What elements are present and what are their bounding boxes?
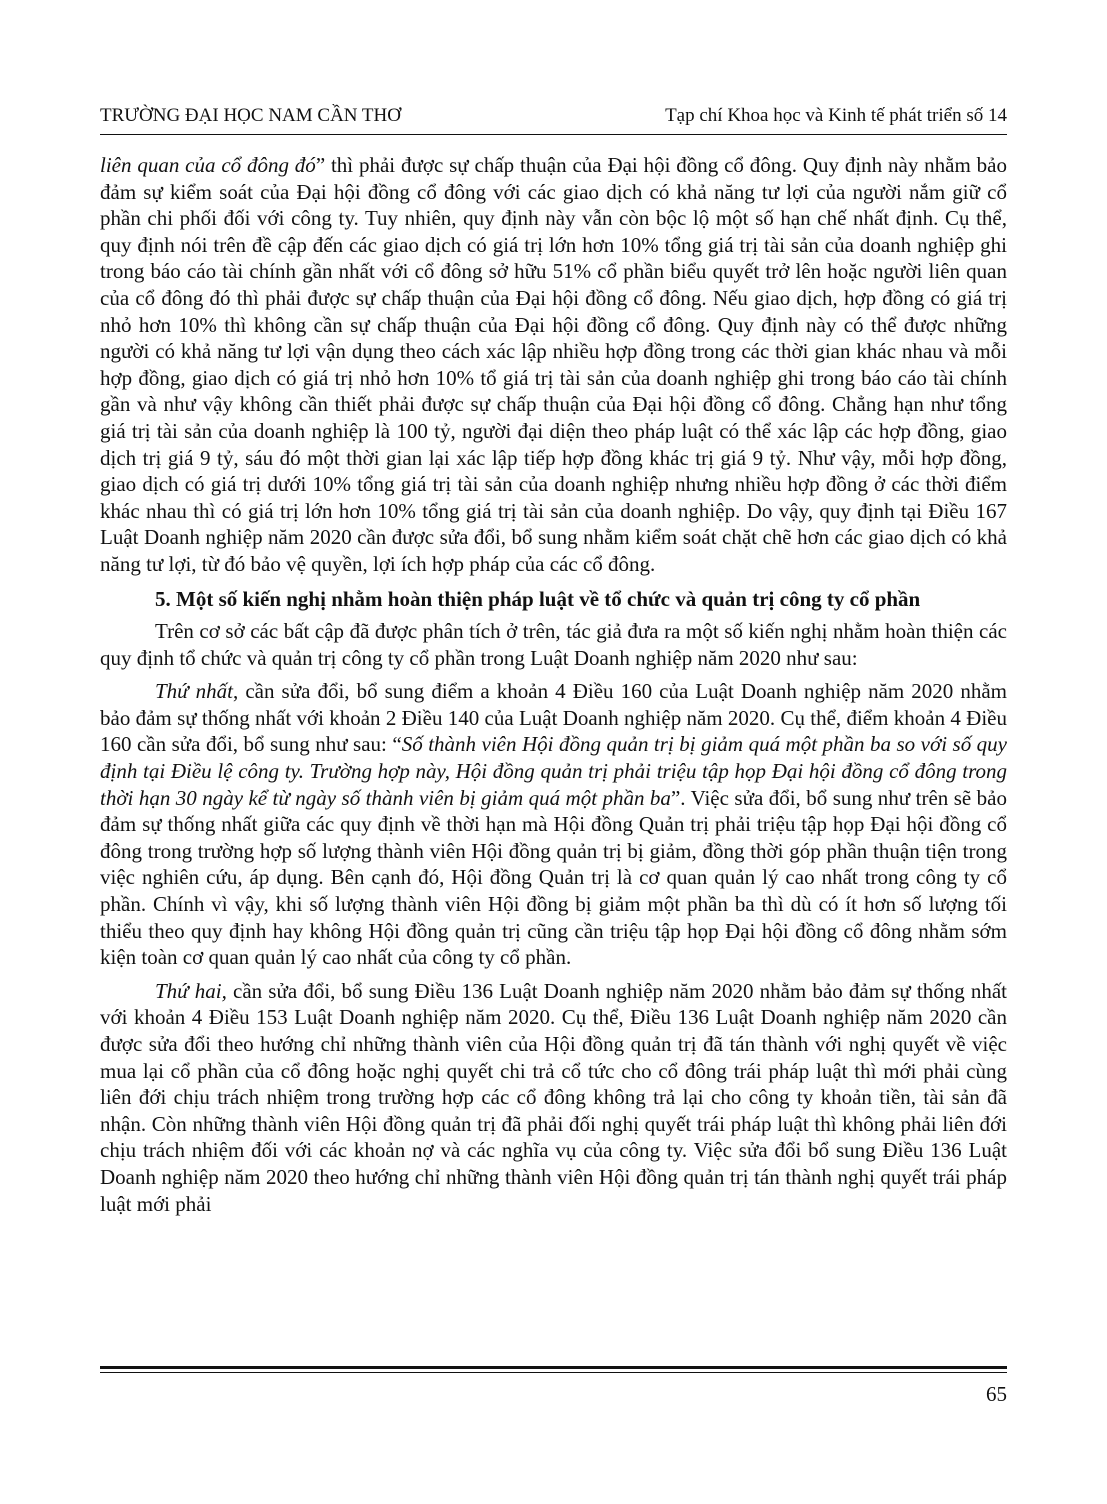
page-number: 65 [986, 1382, 1007, 1406]
paragraph-text: ”. Việc sửa đổi, bổ sung như trên sẽ bảo đảm sự thống nhất giữa các quy định về thời hạn mà Hội đồng Quản trị phải triệu tập họp Đại hội đồng cổ đông trong trường hợp số lượng thành viên Hội đồng quản trị bị giảm, đồng thời góp phần thuận tiện trong việc nghiên cứu, áp dụng. Bên cạnh đó, Hội đồng Quản trị là cơ quan quản lý cao nhất trong công ty cổ phần. Chính vì vậy, khi số lượng thành viên Hội đồng bị giảm một phần ba thì dù có ít hơn số lượng tối thiểu theo quy định hay không Hội đồng quản trị cũng cần triệu tập họp Đại hội đồng cổ đông nhằm sớm kiện toàn cơ quan quản lý cao nhất của công ty cổ phần. [100, 785, 1007, 970]
italic-lead: Thứ hai, [155, 978, 227, 1003]
paragraph-continuation [100, 152, 1007, 578]
italic-lead: Thứ nhất [155, 679, 234, 704]
paragraph-second-recommendation [100, 978, 1007, 1217]
paragraph-text: , cần sửa đổi, bổ sung điểm a khoản 4 Điều 160 của Luật Doanh nghiệp năm 2020 nhằm bảo đảm sự thống nhất với khoản 2 Điều 140 của Luật Doanh nghiệp năm 2020. Cụ thể, điểm khoản 4 Điều 160 cần sửa đổi, bổ sung như sau: “ [100, 679, 1008, 757]
italic-phrase: liên quan của cổ đông đó [100, 153, 316, 177]
paragraph-intro: Trên cơ sở các bất cập đã được phân tích ở trên, tác giả đưa ra một số kiến nghị nhằm hoàn thiện các quy định tổ chức và quản trị công ty cổ phần trong Luật Doanh nghiệp năm 2020 như sau: [100, 619, 1007, 670]
article-body [100, 152, 1007, 1217]
footer-rule-thick [100, 1366, 1007, 1369]
italic-quote: Số thành viên Hội đồng quản trị bị giảm quá một phần ba so với số quy định tại Điều lệ công ty. Trường hợp này, Hội đồng quản trị phải triệu tập họp Đại hội đồng cổ đông trong thời hạn 30 ngày kể từ ngày số thành viên bị giảm quá một phần ba [100, 732, 1007, 810]
footer-rule-thin [100, 1372, 1007, 1373]
paragraph-text: ” thì phải được sự chấp thuận của Đại hội đồng cổ đông. Quy định này nhằm bảo đảm sự kiểm soát của Đại hội đồng cổ đông với các giao dịch có khả năng tư lợi của người nắm giữ cổ phần chi phối đối với công ty. Tuy nhiên, quy định này vẫn còn bộc lộ một số hạn chế nhất định. Cụ thể, quy định nói trên đề cập đến các giao dịch có giá trị lớn hơn 10% tổng giá trị tài sản của doanh nghiệp ghi trong báo cáo tài chính gần nhất với cổ đông sở hữu 51% cổ phần biểu quyết trở lên hoặc người liên quan của cổ đông đó thì phải được sự chấp thuận của Đại hội đồng cổ đông. Nếu giao dịch, hợp đồng có giá trị nhỏ hơn 10% thì không cần sự chấp thuận của Đại hội đồng cổ đông. Quy định này có thể được những người có khả năng tư lợi vận dụng theo cách xác lập nhiều hợp đồng trong các thời gian khác nhau và mỗi hợp đồng, giao dịch có giá trị nhỏ hơn 10% tổ giá trị tài sản của doanh nghiệp ghi trong báo cáo tài chính gần và như vậy không cần thiết phải được sự chấp thuận của Đại hội đồng cổ đông. Chẳng hạn như tổng giá trị tài sản của doanh nghiệp là 100 tỷ, người đại diện theo pháp luật có thể xác lập các hợp đồng, giao dịch trị giá 9 tỷ, sáu đó một thời gian lại xác lập tiếp hợp đồng khác trị giá 9 tỷ. Như vậy, mỗi hợp đồng, giao dịch có giá trị dưới 10% tổng giá trị tài sản của doanh nghiệp nhưng nhiều hợp đồng ở các thời điểm khác nhau thì có giá trị lớn hơn 10% tổng giá trị tài sản của doanh nghiệp. Do vậy, quy định tại Điều 167 Luật Doanh nghiệp năm 2020 cần được sửa đổi, bổ sung nhằm kiểm soát chặt chẽ hơn các giao dịch có khả năng tư lợi, từ đó bảo vệ quyền, lợi ích hợp pháp của các cổ đông. [100, 153, 1007, 576]
paragraph-text: cần sửa đổi, bổ sung Điều 136 Luật Doanh nghiệp năm 2020 nhằm bảo đảm sự thống nhất với khoản 4 Điều 153 Luật Doanh nghiệp năm 2020. Cụ thể, Điều 136 Luật Doanh nghiệp năm 2020 cần được sửa đổi theo hướng chỉ những thành viên của Hội đồng quản trị đã tán thành với nghị quyết về việc mua lại cổ phần của cổ đông hoặc nghị quyết chi trả cổ tức cho cổ đông trái pháp luật thì mới phải cùng liên đới chịu trách nhiệm trong trường hợp các cổ đông không trả lại cho công ty khoản tiền, tài sản đã nhận. Còn những thành viên Hội đồng quản trị đã phải đối nghị quyết trái pháp luật thì không phải liên đới chịu trách nhiệm đối với các khoản nợ và các nghĩa vụ của công ty. Việc sửa đổi bổ sung Điều 136 Luật Doanh nghiệp năm 2020 theo hướng chỉ những thành viên Hội đồng quản trị tán thành nghị quyết trái pháp luật mới phải [100, 978, 1007, 1216]
paragraph-first-recommendation [100, 678, 1007, 971]
running-header [100, 98, 1007, 135]
header-journal: Tạp chí Khoa học và Kinh tế phát triển số 14 [665, 105, 1007, 126]
section-heading: 5. Một số kiến nghị nhằm hoàn thiện pháp luật về tổ chức và quản trị công ty cổ phần [155, 586, 921, 611]
header-university: TRƯỜNG ĐẠI HỌC NAM CẦN THƠ [100, 105, 401, 126]
